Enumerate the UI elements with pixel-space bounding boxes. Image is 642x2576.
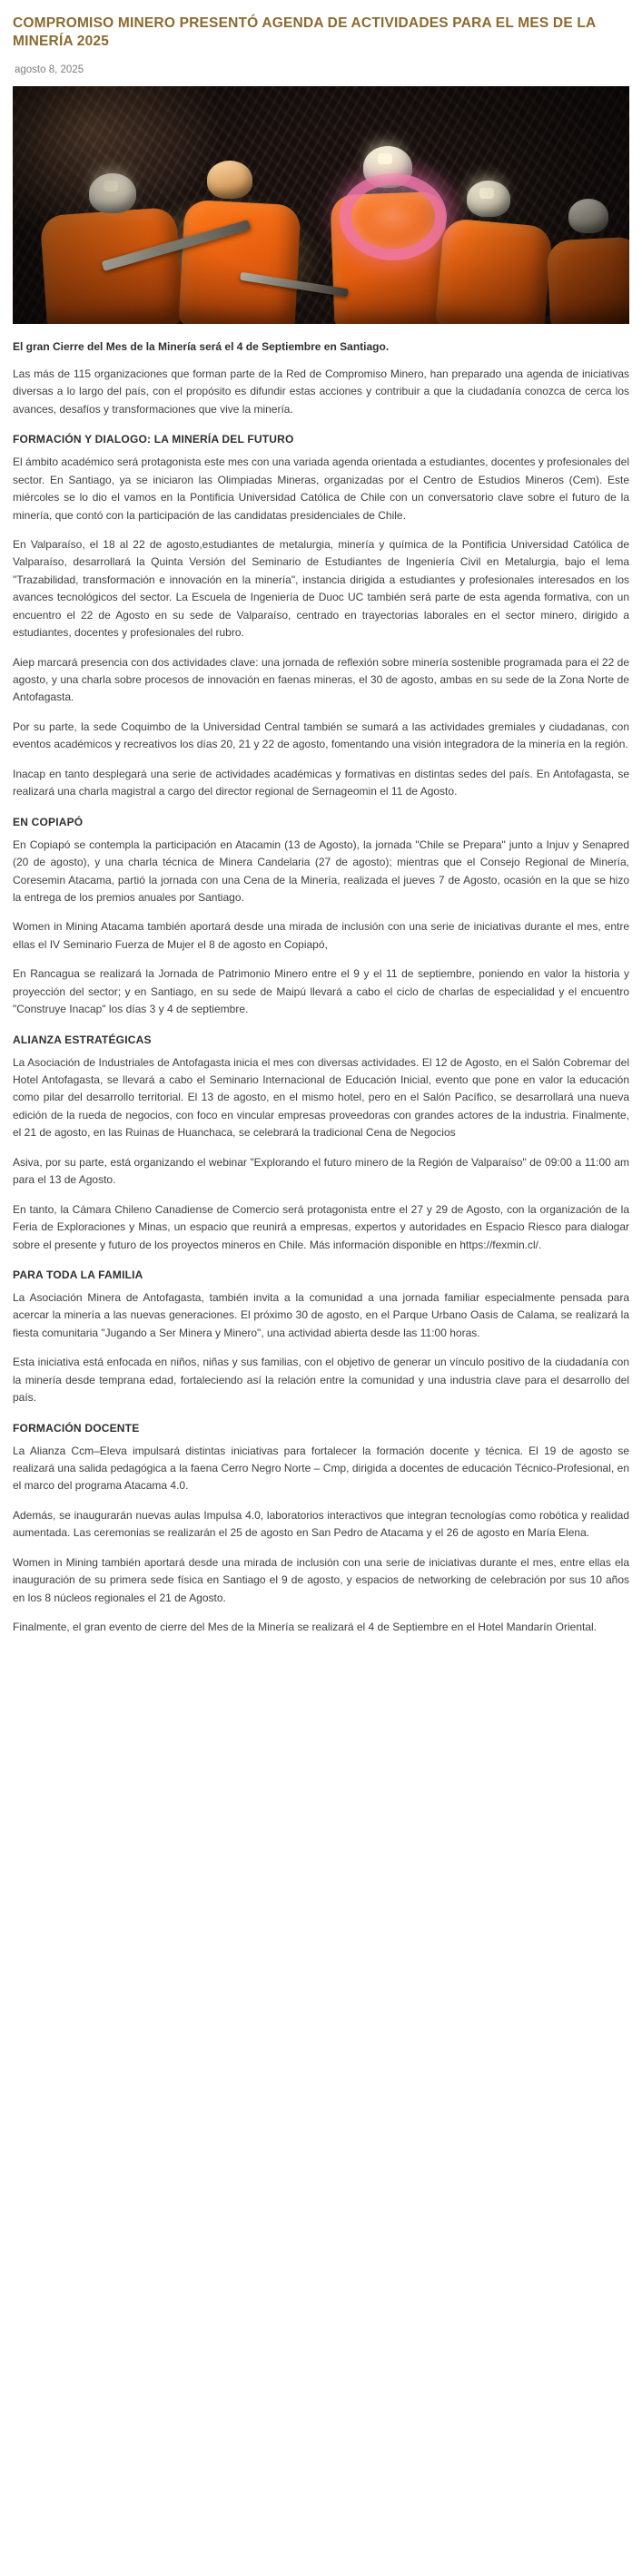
section-heading-alianza-estrategicas: ALIANZA ESTRATÉGICAS	[13, 1033, 152, 1046]
section-heading-formacion-docente: FORMACIÓN DOCENTE	[13, 1421, 140, 1435]
article-paragraph: En tanto, la Cámara Chileno Canadiense de Comercio será protagonista entre el 27 y 29 de Agosto, con la organización de la Feria de Exploraciones y Minas, un espacio que reunirá a empresas, expertos y autoridades en Espacio Riesco para dialogar sobre el presente y futuro de los proyectos mineros en Chile. Más información disponible en https://fexmin.cl/.	[13, 1202, 629, 1251]
article-paragraph: Esta iniciativa está enfocada en niños, niñas y sus familias, con el objetivo de generar un vínculo positivo de la ciudadanía con la minería desde temprana edad, fortaleciendo así la relación entre la comunidad y una industria clave para el desarrollo del país.	[13, 1356, 629, 1405]
article-paragraph: El ámbito académico será protagonista este mes con una variada agenda orientada a estudiantes, docentes y profesionales del sector. En Santiago, ya se iniciaron las Olimpiadas Mineras, organizadas por el Centro de Estudios Mineros (Cem). Este miércoles se lo dio el vamos en la Pontificia Universidad Católica de Chile con un conversatorio clave sobre el futuro de la minería, que contó con la participación de las candidatas presidenciales de Chile.	[13, 455, 629, 522]
article-date: agosto 8, 2025	[15, 64, 84, 75]
image-vignette	[13, 86, 629, 324]
article-lead: El gran Cierre del Mes de la Minería será el 4 de Septiembre en Santiago.	[13, 339, 390, 353]
page-title: COMPROMISO MINERO PRESENTÓ AGENDA DE ACTIVIDADES PARA EL MES DE LA MINERÍA 2025	[13, 15, 596, 50]
article-paragraph: Women in Mining Atacama también aportará desde una mirada de inclusión con una serie de iniciativas durante el mes, entre ellas el IV Seminario Fuerza de Mujer el 8 de agosto en Copiapó,	[13, 920, 629, 951]
article-paragraph: Asiva, por su parte, está organizando el webinar "Explorando el futuro minero de la Región de Valparaíso" de 09:00 a 11:00 am para el 13 de Agosto.	[13, 1155, 629, 1187]
section-heading-para-toda-la-familia: PARA TODA LA FAMILIA	[13, 1268, 143, 1281]
article-paragraph: Aiep marcará presencia con dos actividades clave: una jornada de reflexión sobre minería sostenible programada para el 22 de agosto, y una charla sobre procesos de innovación en faenas mineras, el 30 de agosto, ambas en su sede de la Zona Norte de Antofagasta.	[13, 655, 629, 704]
section-heading-formacion-dialogo: FORMACIÓN Y DIALOGO: LA MINERÍA DEL FUTURO	[13, 433, 294, 446]
article-paragraph: En Copiapó se contempla la participación en Atacamin (13 de Agosto), la jornada "Chile se Prepara" junto a Injuv y Senapred (20 de agosto), y una charla técnica de Minera Candelaria (27 de agosto); mientras que el Consejo Regional de Minería, Coresemin Atacama, partió la jornada con una Cena de la Minería, realizada el jueves 7 de Agosto, ocasión en la que se hizo la entrega de los premios anuales por Santiago.	[13, 837, 629, 904]
article-hero-image	[13, 86, 629, 324]
article-paragraph: Inacap en tanto desplegará una serie de actividades académicas y formativas en distintas sedes del país. En Antofagasta, se realizará una charla magistral a cargo del director regional de Sernageomin el 11 de Agosto.	[13, 767, 629, 798]
article-paragraph: La Asociación Minera de Antofagasta, también invita a la comunidad a una jornada familiar especialmente pensada para acercar la minería a las nuevas generaciones. El próximo 30 de agosto, en el Parque Urbano Oasis de Calama, se realizará la fiesta comunitaria "Jugando a Ser Minera y Minero", una actividad abierta desde las 11:00 horas.	[13, 1290, 629, 1339]
article-paragraph: Women in Mining también aportará desde una mirada de inclusión con una serie de iniciativas durante el mes, entre ellas ela inauguración de su primera sede física en Santiago el 9 de agosto, y espacios de networking de celebración por sus 10 años en los 8 núcleos regionales el 21 de Agosto.	[13, 1555, 629, 1604]
article-paragraph: Las más de 115 organizaciones que forman parte de la Red de Compromiso Minero, han preparado una agenda de iniciativas diversas a lo largo del país, con el propósito es difundir estas acciones y contribuir a que la ciudadanía conozca de cerca los avances, desafíos y transformaciones que vive la minería.	[13, 367, 629, 416]
article-paragraph: La Alianza Ccm–Eleva impulsará distintas iniciativas para fortalecer la formación docente y técnica. El 19 de agosto se realizará una salida pedagógica a la faena Cerro Negro Norte – Cmp, dirigida a docentes de educación Técnico-Profesional, en el marco del programa Atacama 4.0.	[13, 1444, 629, 1493]
article-paragraph: Además, se inaugurarán nuevas aulas Impulsa 4.0, laboratorios interactivos que integran tecnologías como robótica y realidad aumentada. Las ceremonias se realizarán el 25 de agosto en San Pedro de Atacama y el 26 de agosto en María Elena.	[13, 1508, 629, 1540]
article-paragraph: La Asociación de Industriales de Antofagasta inicia el mes con diversas actividades. El 12 de Agosto, en el Salón Cobremar del Hotel Antofagasta, se llevará a cabo el Seminario Internacional de Educación Inicial, evento que pone en valor la educación como pilar del desarrollo territorial. El 13 de agosto, en el mismo hotel, pero en el Salón Pacífico, se desarrollará una nueva edición de la rueda de negocios, con foco en vincular empresas proveedoras con grandes actores de la industria. Finalmente, el 21 de agosto, en las Ruinas de Huanchaca, se celebrará la tradicional Cena de Negocios	[13, 1055, 629, 1140]
article-paragraph: Finalmente, el gran evento de cierre del Mes de la Minería se realizará el 4 de Septiembre en el Hotel Mandarín Oriental.	[13, 1621, 598, 1634]
article-paragraph: Por su parte, la sede Coquimbo de la Universidad Central también se sumará a las actividades gremiales y ciudadanas, con eventos académicos y recreativos los días 20, 21 y 22 de agosto, fomentando una visión integradora de la minería en la región.	[13, 720, 629, 751]
section-heading-en-copiapo: EN COPIAPÓ	[13, 815, 84, 828]
article-paragraph: En Valparaíso, el 18 al 22 de agosto,estudiantes de metalurgia, minería y química de la Pontificia Universidad Católica de Valparaíso, desarrollará la Quinta Versión del Seminario de Estudiantes de Ingeniería Civil en Metalurgia, bajo el lema "Trazabilidad, transformación e innovación en la minería", instancia dirigida a estudiantes y profesionales interesados en los avances tecnológicos del sector. La Escuela de Ingeniería de Duoc UC también será parte de esta agenda formativa, con un encuentro el 22 de Agosto en su sede de Valparaíso, centrado en trayectorias laborales en el sector minero, dirigido a estudiantes, docentes y profesionales del rubro.	[13, 537, 629, 640]
article-paragraph: En Rancagua se realizará la Jornada de Patrimonio Minero entre el 9 y el 11 de septiembre, poniendo en valor la historia y proyección del sector; y en Santiago, en su sede de Maipú llevará a cabo el ciclo de charlas de especialidad y el encuentro "Construye Inacap" los días 3 y 4 de septiembre.	[13, 967, 629, 1016]
